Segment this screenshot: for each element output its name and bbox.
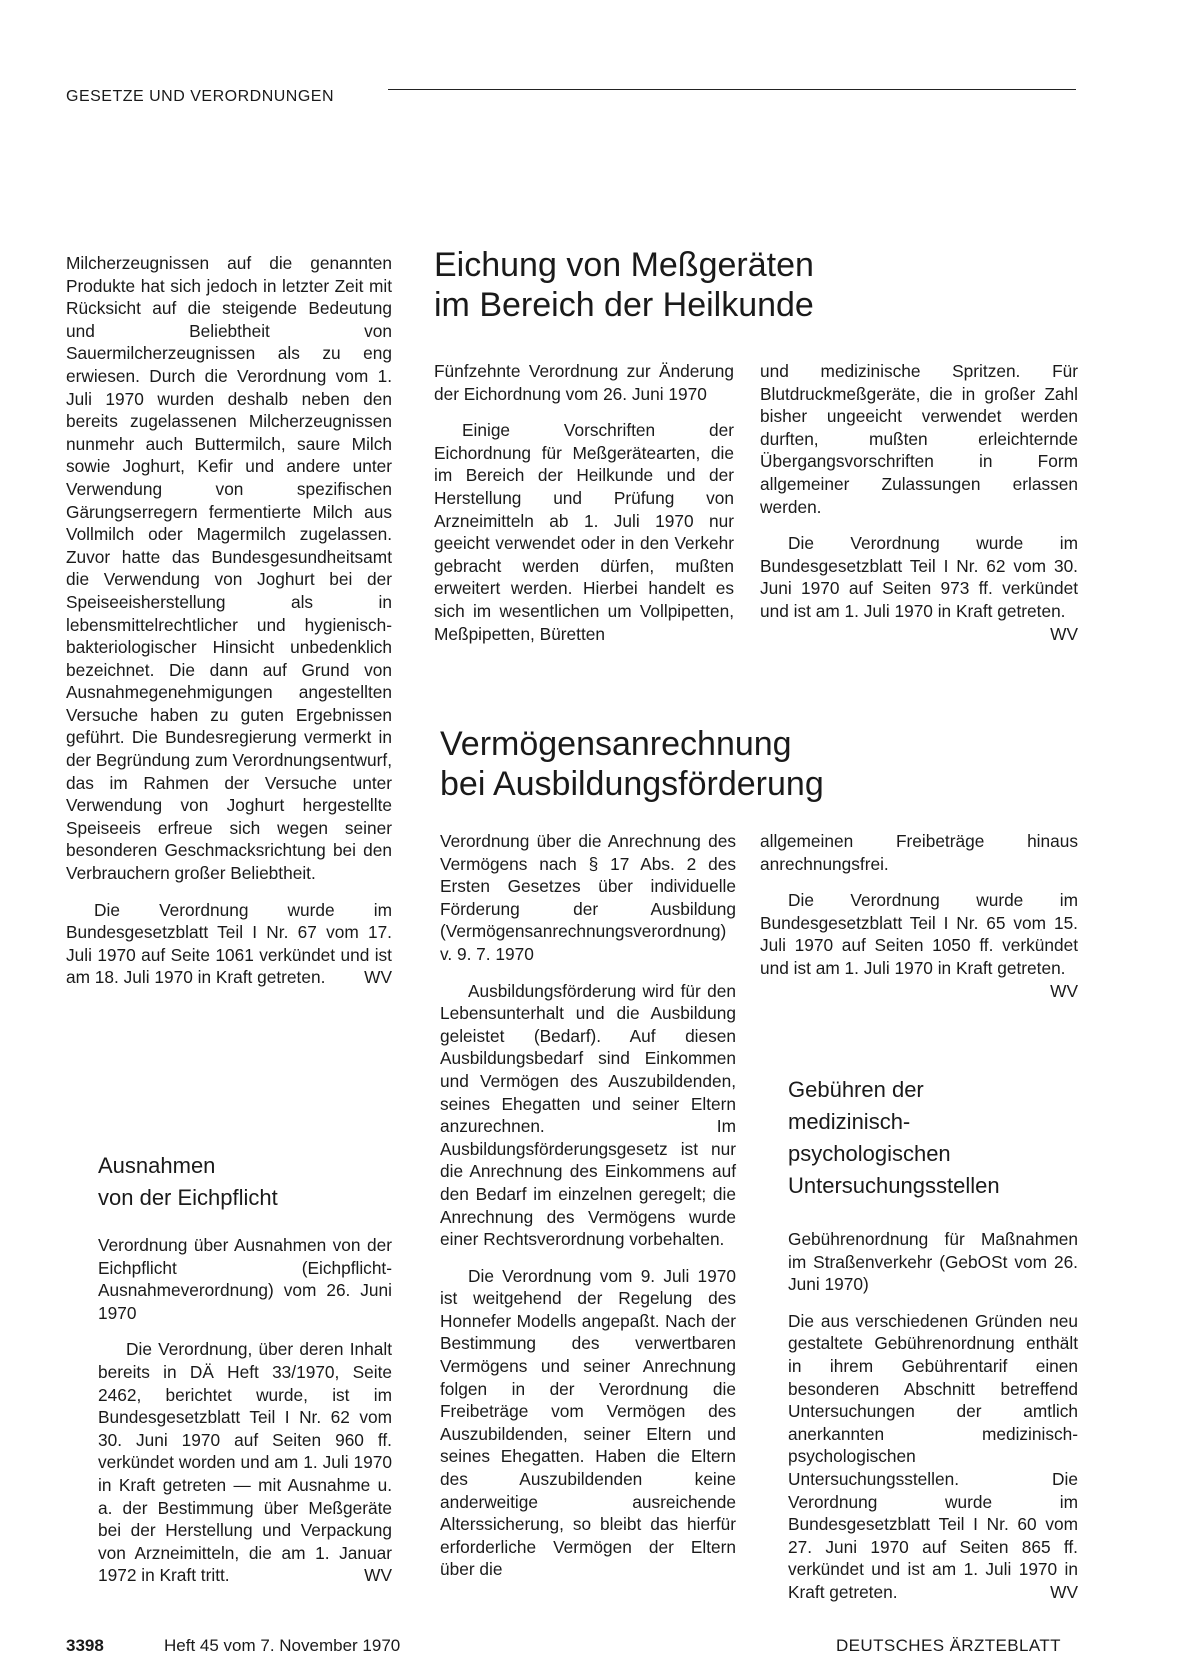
title-line: psychologischen	[788, 1141, 951, 1166]
article-body: Ausbildungsförderung wird für den Lebensunterhalt und die Ausbildung geleistet (Bedarf). Auf diesen Ausbildungsbedarf sind Einkommen und Vermögen des Auszubildenden, seines Ehegatten und seiner Eltern anzurechnen. Im Ausbildungsförderungsgesetz ist nur die Anrechnung des Einkommens auf den Bedarf im einzelnen geregelt; die Anrechnung des Vermögens wurde einer Rechtsverordnung vorbehalten.	[440, 980, 736, 1250]
body-text: Die aus verschiedenen Gründen neu gestaltete Gebührenordnung enthält in ihrem Gebührentarif einen besonderen Abschnitt betreffend Untersuchungen der amtlich anerkannten medizinisch-psychologischen Untersuchungsstellen. Die Verordnung wurde im Bundesgesetzblatt Teil I Nr. 60 vom 27. Juni 1970 auf Seiten 865 ff. verkündet und ist am 1. Juli 1970 in Kraft getreten.	[788, 1310, 1078, 1602]
article-eichpflicht	[98, 1234, 392, 1587]
issue-line: Heft 45 vom 7. November 1970	[164, 1636, 401, 1655]
signature: WV	[364, 1565, 392, 1586]
article-subtitle: Fünfzehnte Verordnung zur Änderung der Eichordnung vom 26. Juni 1970	[434, 361, 734, 404]
article-body-continued: und medizinische Spritzen. Für Blutdruckmeßgeräte, die in großer Zahl bisher ungeeicht verwendet werden durften, mußten erleichternde Übergangsvorschriften in Form allgemeiner Zulassungen erlassen werden.	[760, 361, 1078, 517]
article-title-vermoegen	[440, 724, 1080, 804]
continuation-paragraph: Milcherzeugnissen auf die genannten Produkte hat sich jedoch in letzter Zeit mit Rücksicht auf die steigende Bedeutung und Beliebtheit von Sauermilcherzeugnissen als zu eng erwiesen. Durch die Verordnung vom 1. Juli 1970 wurden deshalb neben den bereits zugelassenen Milcherzeugnissen nunmehr auch Buttermilch, saure Milch sowie Joghurt, Kefir und andere unter Verwendung von spezifischen Gärungserregern fermentierte Milch aus Vollmilch oder Magermilch zugelassen. Zuvor hatte das Bundesgesundheitsamt die Verwendung von Joghurt bei der Speiseeisherstellung als in lebensmittelrechtlicher und hygienisch-bakteriologischer Hinsicht unbedenklich bezeichnet. Die dann auf Grund von Ausnahmegenehmigungen angestellten Versuche haben zu guten Ergebnissen geführt. Die Bundesregierung vermerkt in der Begründung zum Verordnungsentwurf, das im Rahmen der Versuche unter Verwendung von Joghurt hergestellte Speiseeis erfreue sich wegen seiner besonderen Geschmacksrichtung bei den Verbrauchern großer Beliebtheit.	[66, 253, 392, 884]
publication-text: Die Verordnung wurde im Bundesgesetzblatt Teil I Nr. 65 vom 15. Juli 1970 auf Seiten 1050 ff. verkündet und ist am 1. Juli 1970 in Kraft getreten.	[760, 890, 1078, 978]
signature: WV	[1050, 1581, 1078, 1602]
signature: WV	[1050, 980, 1078, 1001]
title-line: Gebühren der	[788, 1077, 924, 1102]
article-vermoegen-col-b	[760, 830, 1078, 1002]
article-gebuehren	[788, 1228, 1078, 1604]
title-line: Vermögensanrechnung	[440, 725, 792, 763]
section-header: GESETZE UND VERORDNUNGEN	[66, 88, 335, 105]
page-number: 3398	[66, 1636, 104, 1655]
title-line: bei Ausbildungsförderung	[440, 765, 824, 803]
article-body: Einige Vorschriften der Eichordnung für Meßgerätearten, die im Bereich der Heilkunde und der Herstellung und Prüfung von Arzneimitteln ab 1. Juli 1970 nur geeicht verwendet oder in den Verkehr gebracht werden dürfen, mußten erweitert werden. Hierbei handelt es sich im wesentlichen um Vollpipetten, Meßpipetten, Büretten	[434, 420, 734, 644]
publication-text: Die Verordnung wurde im Bundesgesetzblatt Teil I Nr. 67 vom 17. Juli 1970 auf Seite 1061 verkündet und ist am 18. Juli 1970 in Kraft getreten.	[66, 899, 392, 988]
article-eichung-col-a	[434, 360, 734, 645]
publication-text: Die Verordnung wurde im Bundesgesetzblatt Teil I Nr. 62 vom 30. Juni 1970 auf Seiten 973 ff. verkündet und ist am 1. Juli 1970 in Kraft getreten.	[760, 533, 1078, 621]
title-line: medizinisch-	[788, 1109, 911, 1134]
article-vermoegen-col-a	[440, 830, 736, 1581]
publication-note	[760, 889, 1078, 1001]
publication-note	[66, 899, 392, 989]
article-eichung-col-b	[760, 360, 1078, 645]
title-line: von der Eichpflicht	[98, 1185, 278, 1210]
article-body: Die Verordnung vom 9. Juli 1970 ist weitgehend der Regelung des Honnefer Modells angepaßt. Nach der Bestimmung des verwertbaren Vermögens und seiner Anrechnung folgen in der Verordnung die Freibeträge vom Vermögen des Auszubildenden, seiner Eltern und seines Ehegatten. Haben die Eltern des Auszubildenden keine anderweitige ausreichende Alterssicherung, so bleibt das hierfür erforderliche Vermögen der Eltern über die	[440, 1265, 736, 1580]
publication-note	[760, 532, 1078, 644]
signature: WV	[1050, 623, 1078, 644]
article-subtitle: Gebührenordnung für Maßnahmen im Straßenverkehr (GebOSt vom 26. Juni 1970)	[788, 1229, 1078, 1295]
header-rule	[388, 89, 1076, 90]
article-subtitle: Verordnung über Ausnahmen von der Eichpflicht (Eichpflicht-Ausnahmeverordnung) vom 26. Juni 1970	[98, 1235, 392, 1323]
journal-name: DEUTSCHES ÄRZTEBLATT	[836, 1636, 1061, 1655]
article-body	[788, 1310, 1078, 1604]
article-title-eichung	[434, 245, 1094, 325]
article-subtitle: Verordnung über die Anrechnung des Vermögens nach § 17 Abs. 2 des Ersten Gesetzes über individuelle Förderung der Ausbildung (Vermögensanrechnungsverordnung) v. 9. 7. 1970	[440, 831, 736, 964]
title-line: Ausnahmen	[98, 1153, 216, 1178]
article-title-gebuehren	[788, 1074, 1088, 1202]
title-line: Eichung von Meßgeräten	[434, 246, 814, 284]
title-line: Untersuchungsstellen	[788, 1173, 1000, 1198]
title-line: im Bereich der Heilkunde	[434, 286, 814, 324]
article-body-continued: allgemeinen Freibeträge hinaus anrechnungsfrei.	[760, 831, 1078, 874]
signature: WV	[364, 967, 392, 988]
article-body	[98, 1338, 392, 1587]
column-1	[66, 252, 392, 989]
body-text: Die Verordnung, über deren Inhalt bereits in DÄ Heft 33/1970, Seite 2462, berichtet wurde, ist im Bundesgesetzblatt Teil I Nr. 62 vom 30. Juni 1970 auf Seiten 960 ff. verkündet worden und am 1. Juli 1970 in Kraft getreten — mit Ausnahme u. a. der Bestimmung über Meßgeräte bei der Herstellung und Verpackung von Arzneimitteln, die am 1. Januar 1972 in Kraft tritt.	[98, 1339, 392, 1586]
article-title-eichpflicht	[98, 1150, 398, 1214]
